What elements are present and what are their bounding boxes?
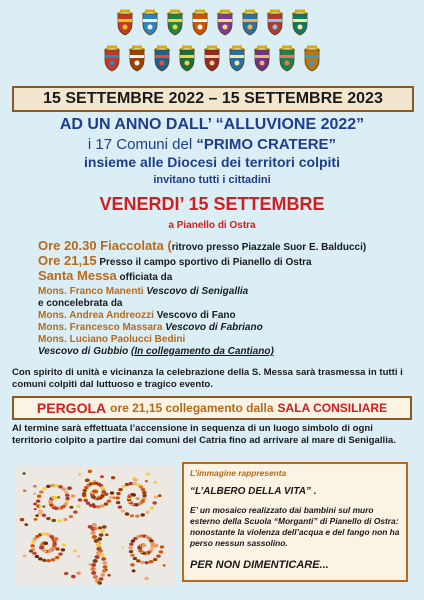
mosaic-stone	[54, 484, 58, 487]
mosaic-stone	[57, 519, 61, 522]
mosaic-stone	[39, 505, 42, 507]
town-crest-icon	[176, 44, 198, 72]
mosaic-stone	[130, 554, 134, 557]
mosaic-stone	[152, 501, 156, 504]
mosaic-stone	[38, 511, 43, 515]
mosaic-stone	[55, 556, 59, 559]
town-crest-icon	[301, 44, 323, 72]
mosaic-stone	[110, 491, 114, 494]
mosaic-stone	[105, 569, 108, 571]
event-place: a Pianello di Ostra	[168, 220, 256, 231]
mosaic-stone	[29, 550, 33, 553]
mosaic-stone	[65, 497, 69, 500]
mosaic-stone	[101, 573, 106, 576]
mosaic-stone	[140, 513, 144, 516]
mosaic-stone	[101, 557, 106, 560]
mosaic-stone	[104, 493, 108, 496]
mosaic-stone	[91, 531, 96, 535]
mosaic-stone	[33, 485, 37, 488]
mosaic-stone	[149, 560, 153, 563]
mosaic-stone	[46, 517, 50, 520]
headline-comuni	[0, 136, 424, 153]
mosaic-stone	[83, 489, 87, 492]
mosaic-stone	[90, 567, 95, 571]
town-crest-icon	[201, 44, 223, 72]
mosaic-stone	[101, 529, 106, 532]
mosaic-stone	[57, 496, 60, 498]
mosaic-stone	[50, 548, 53, 550]
mosaic-stone	[73, 549, 77, 552]
mosaic-stone	[137, 546, 140, 549]
concelebrant-3-role: Vescovo di Gubbio	[38, 346, 129, 357]
mosaic-stone	[61, 548, 65, 551]
town-crest-icon	[189, 8, 211, 36]
mosaic-stone	[20, 518, 25, 521]
mosaic-stone	[34, 508, 37, 510]
mosaic-stone	[107, 574, 110, 577]
mosaic-stone	[42, 514, 46, 517]
mosaic-stone	[34, 518, 38, 521]
crest-row-top	[0, 8, 424, 36]
headline-anniversary: AD UN ANNO DALL’ “ALLUVIONE 2022”	[59, 116, 365, 133]
mosaic-stone	[154, 495, 158, 498]
program-messa	[38, 270, 418, 284]
mosaic-stone	[55, 547, 59, 550]
mosaic-stone	[54, 537, 59, 541]
mosaic-stone	[64, 572, 68, 575]
mosaic-stone	[128, 546, 132, 549]
mosaic-stone	[163, 564, 166, 566]
program-concelebrant-3	[38, 334, 418, 346]
mosaic-stone	[100, 504, 104, 507]
mosaic-stone	[93, 575, 98, 579]
mosaic-stone	[73, 511, 77, 514]
messa-title: Santa Messa	[38, 268, 117, 283]
mosaic-stone	[33, 493, 36, 495]
town-crest-icon	[251, 44, 273, 72]
concelebrant-1-name: Mons. Andrea Andreozzi	[38, 310, 154, 321]
mosaic-stone	[86, 502, 90, 505]
mosaic-stone	[96, 505, 100, 508]
officiant-name: Mons. Franco Manenti	[38, 286, 144, 297]
mosaic-stone	[158, 494, 162, 497]
mosaic-stone	[31, 541, 35, 544]
mosaic-stone	[54, 496, 58, 499]
mosaic-stone	[142, 544, 146, 547]
program-concelebrant-2	[38, 322, 418, 334]
mosaic-stone	[84, 499, 88, 502]
info-intro: L’immagine rappresenta	[190, 468, 287, 478]
headline-primo-cratere: “PRIMO CRATERE”	[196, 136, 337, 153]
concelebrant-2-role: Vescovo di Fabriano	[165, 322, 263, 333]
mosaic-stone	[107, 499, 111, 502]
mosaic-stone	[121, 509, 125, 512]
info-title: “L’ALBERO DELLA VITA” .	[190, 486, 317, 497]
mosaic-stone	[102, 525, 107, 528]
mosaic-stone	[71, 575, 76, 579]
mosaic-stone	[35, 514, 39, 517]
mosaic-stone	[38, 557, 42, 560]
mosaic-stone	[129, 550, 133, 553]
mosaic-stone	[92, 535, 97, 539]
mosaic-stone	[132, 493, 136, 496]
mosaic-stone	[89, 563, 92, 565]
concelebrant-1-role: Vescovo di Fano	[156, 310, 236, 321]
mosaic-stone	[23, 554, 27, 557]
mosaic-stone	[145, 561, 149, 564]
crest-row-bottom	[0, 44, 424, 72]
broadcast-paragraph: Con spirito di unità e vicinanza la celebrazione della S. Messa sarà trasmessa in tutti i comuni colpiti dal luttuoso e tragico evento.	[12, 367, 403, 390]
town-crest-icon	[164, 8, 186, 36]
pergola-banner	[12, 396, 412, 420]
mosaic-stone	[118, 505, 122, 508]
program-officiant	[38, 286, 418, 298]
pergola-time: ore 21,15 collegamento dalla	[110, 401, 274, 415]
program-campo	[38, 255, 418, 269]
mosaic-stone	[63, 518, 67, 521]
concelebrant-2-name: Mons. Francesco Massara	[38, 322, 163, 333]
mosaic-stone	[24, 523, 28, 526]
mosaic-stone	[102, 561, 107, 564]
town-crest-icon	[101, 44, 123, 72]
mosaic-stone	[116, 501, 120, 504]
mosaic-stone	[39, 546, 44, 550]
mosaic-stone	[32, 552, 36, 555]
mosaic-stone	[88, 470, 92, 473]
officiant-role: Vescovo di Senigallia	[146, 286, 249, 297]
mosaic-stone	[103, 565, 108, 568]
pergola-place: SALA CONSILIARE	[277, 401, 388, 415]
mosaic-stone	[160, 545, 164, 548]
tree-of-life-mosaic-image	[16, 465, 176, 585]
mosaic-stone	[94, 490, 98, 493]
mosaic-stone	[92, 523, 97, 527]
mosaic-stone	[23, 489, 27, 492]
mosaic-stone	[121, 485, 125, 488]
mosaic-stone	[93, 480, 96, 482]
date-range-text: 15 SETTEMBRE 2022 – 15 SETTEMBRE 2023	[43, 90, 383, 107]
mosaic-stone	[154, 544, 159, 548]
mosaic-stone	[129, 482, 133, 485]
town-crest-icon	[151, 44, 173, 72]
mosaic-stone	[97, 496, 100, 498]
mosaic-stone	[121, 546, 124, 548]
fiaccolata-note: ritrovo presso Piazzale Suor E. Balducci)	[171, 242, 367, 253]
mosaic-stone	[133, 478, 138, 482]
program-concelebrata: e concelebrata da	[38, 298, 123, 309]
mosaic-stone	[141, 488, 145, 491]
mosaic-stone	[136, 559, 140, 562]
mosaic-stone	[97, 581, 102, 584]
mosaic-stone	[78, 498, 82, 501]
mosaic-stone	[111, 476, 115, 479]
headline-invito: invitano tutti i cittadini	[153, 174, 271, 186]
mosaic-stone	[99, 533, 104, 536]
mosaic-stone	[146, 473, 150, 476]
mosaic-stone	[142, 491, 146, 494]
messa-text: officiata da	[116, 272, 173, 283]
mosaic-stone	[78, 473, 81, 475]
mosaic-stone	[50, 484, 54, 487]
mosaic-stone	[76, 571, 81, 575]
mosaic-stone	[22, 472, 25, 475]
town-crest-icon	[239, 8, 261, 36]
mosaic-stone	[100, 553, 105, 556]
mosaic-stone	[130, 563, 134, 566]
mosaic-stone	[62, 543, 66, 546]
lighting-paragraph: Al termine sarà effettuata l’accensione in sequenza di un luogo simbolo di ogni territorio colpito a partire dai comuni del Catria fino ad arrivare al mare di Senigallia.	[12, 423, 396, 446]
mosaic-stone	[145, 511, 149, 514]
mosaic-stone	[93, 559, 98, 563]
mosaic-stone	[153, 481, 157, 484]
mosaic-stone	[88, 525, 93, 529]
mosaic-stone	[67, 486, 72, 490]
mosaic-stone	[35, 555, 39, 558]
mosaic-stone	[144, 577, 149, 581]
mosaic-stone	[33, 503, 37, 506]
mosaic-stone	[64, 490, 68, 493]
mosaic-stone	[69, 515, 73, 518]
mosaic-stone	[92, 503, 95, 506]
mosaic-stone	[104, 502, 108, 505]
mosaic-stone	[82, 494, 87, 498]
mosaic-stone	[100, 475, 104, 478]
town-crest-icon	[289, 8, 311, 36]
concelebrant-3-name: Mons. Luciano Paolucci Bedini	[38, 334, 186, 345]
mosaic-stone	[51, 558, 55, 561]
mosaic-stone	[36, 499, 40, 502]
mosaic-stone	[153, 558, 157, 561]
mosaic-stone	[46, 485, 50, 488]
town-crest-icon	[139, 8, 161, 36]
mosaic-stone	[65, 494, 69, 497]
mosaic-stone	[135, 497, 139, 500]
mosaic-stone	[159, 550, 163, 553]
mosaic-stone	[91, 571, 96, 575]
program-concelebrant-1	[38, 310, 418, 322]
mosaic-stone	[77, 555, 80, 557]
town-crest-icon	[264, 8, 286, 36]
mosaic-stone	[145, 480, 148, 482]
campo-time: Ore 21,15	[38, 253, 97, 268]
program-concelebrant-3-role	[38, 346, 418, 358]
mosaic-stone	[94, 555, 99, 559]
mosaic-stone	[133, 557, 137, 560]
mosaic-stone	[44, 542, 48, 545]
mosaic-stone	[47, 559, 51, 562]
mosaic-stone	[135, 515, 139, 518]
mosaic-stone	[42, 559, 46, 562]
pergola-name: PERGOLA	[36, 400, 107, 416]
town-crest-icon	[126, 44, 148, 72]
mosaic-stone	[58, 552, 62, 555]
mosaic-stone	[76, 505, 80, 508]
mosaic-stone	[142, 494, 146, 497]
mosaic-stone	[129, 543, 133, 546]
mosaic-stone	[42, 487, 46, 490]
mosaic-stone	[116, 492, 120, 495]
town-crest-icon	[276, 44, 298, 72]
campo-text: Presso il campo sportivo di Pianello di Ostra	[96, 257, 312, 268]
info-closing: PER NON DIMENTICARE...	[190, 559, 329, 571]
mosaic-stone	[156, 554, 160, 557]
event-day: VENERDI’ 15 SETTEMBRE	[99, 194, 325, 214]
mosaic-stone	[71, 494, 76, 497]
mosaic-stone	[109, 496, 113, 499]
mosaic-stone	[150, 506, 154, 509]
mosaic-stone	[42, 505, 45, 507]
mosaic-stone	[30, 544, 34, 547]
mosaic-stone	[118, 488, 122, 491]
town-crest-icon	[214, 8, 236, 36]
headline-comuni-prefix: i 17 Comuni del	[87, 136, 197, 153]
mosaic-info-box	[182, 462, 408, 582]
info-description: E’ un mosaico realizzato dai bambini sul muro esterno della Scuola “Morganti” di Pianello di Ostra: nonostante la violenza dell’acqua e del fango non ha perso nessun sassolino.	[190, 505, 400, 548]
mosaic-stone	[105, 533, 109, 536]
mosaic-stone	[132, 569, 136, 572]
headline-diocesi: insieme alle Diocesi dei territori colpiti	[84, 154, 340, 170]
mosaic-stone	[37, 495, 41, 498]
mosaic-stone	[69, 506, 73, 509]
mosaic-stone	[140, 561, 144, 564]
date-range-banner	[12, 86, 414, 112]
mosaic-stone	[115, 496, 119, 499]
mosaic-stone	[98, 526, 102, 529]
mosaic-stone	[125, 512, 129, 515]
mosaic-stone	[125, 483, 129, 486]
fiaccolata-time: Ore 20.30 Fiaccolata (	[38, 238, 172, 253]
mosaic-stone	[130, 514, 134, 517]
town-crest-icon	[226, 44, 248, 72]
mosaic-stone	[52, 519, 56, 522]
mosaic-stone	[85, 478, 90, 482]
concelebrant-3-note: (In collegamento da Cantiano)	[130, 346, 274, 357]
mosaic-stone	[112, 497, 115, 500]
mosaic-stone	[39, 490, 43, 493]
program-fiaccolata	[38, 240, 418, 254]
mosaic-stone	[91, 563, 96, 567]
mosaic-stone	[93, 527, 97, 530]
town-crest-icon	[114, 8, 136, 36]
mosaic-stone	[61, 487, 65, 490]
